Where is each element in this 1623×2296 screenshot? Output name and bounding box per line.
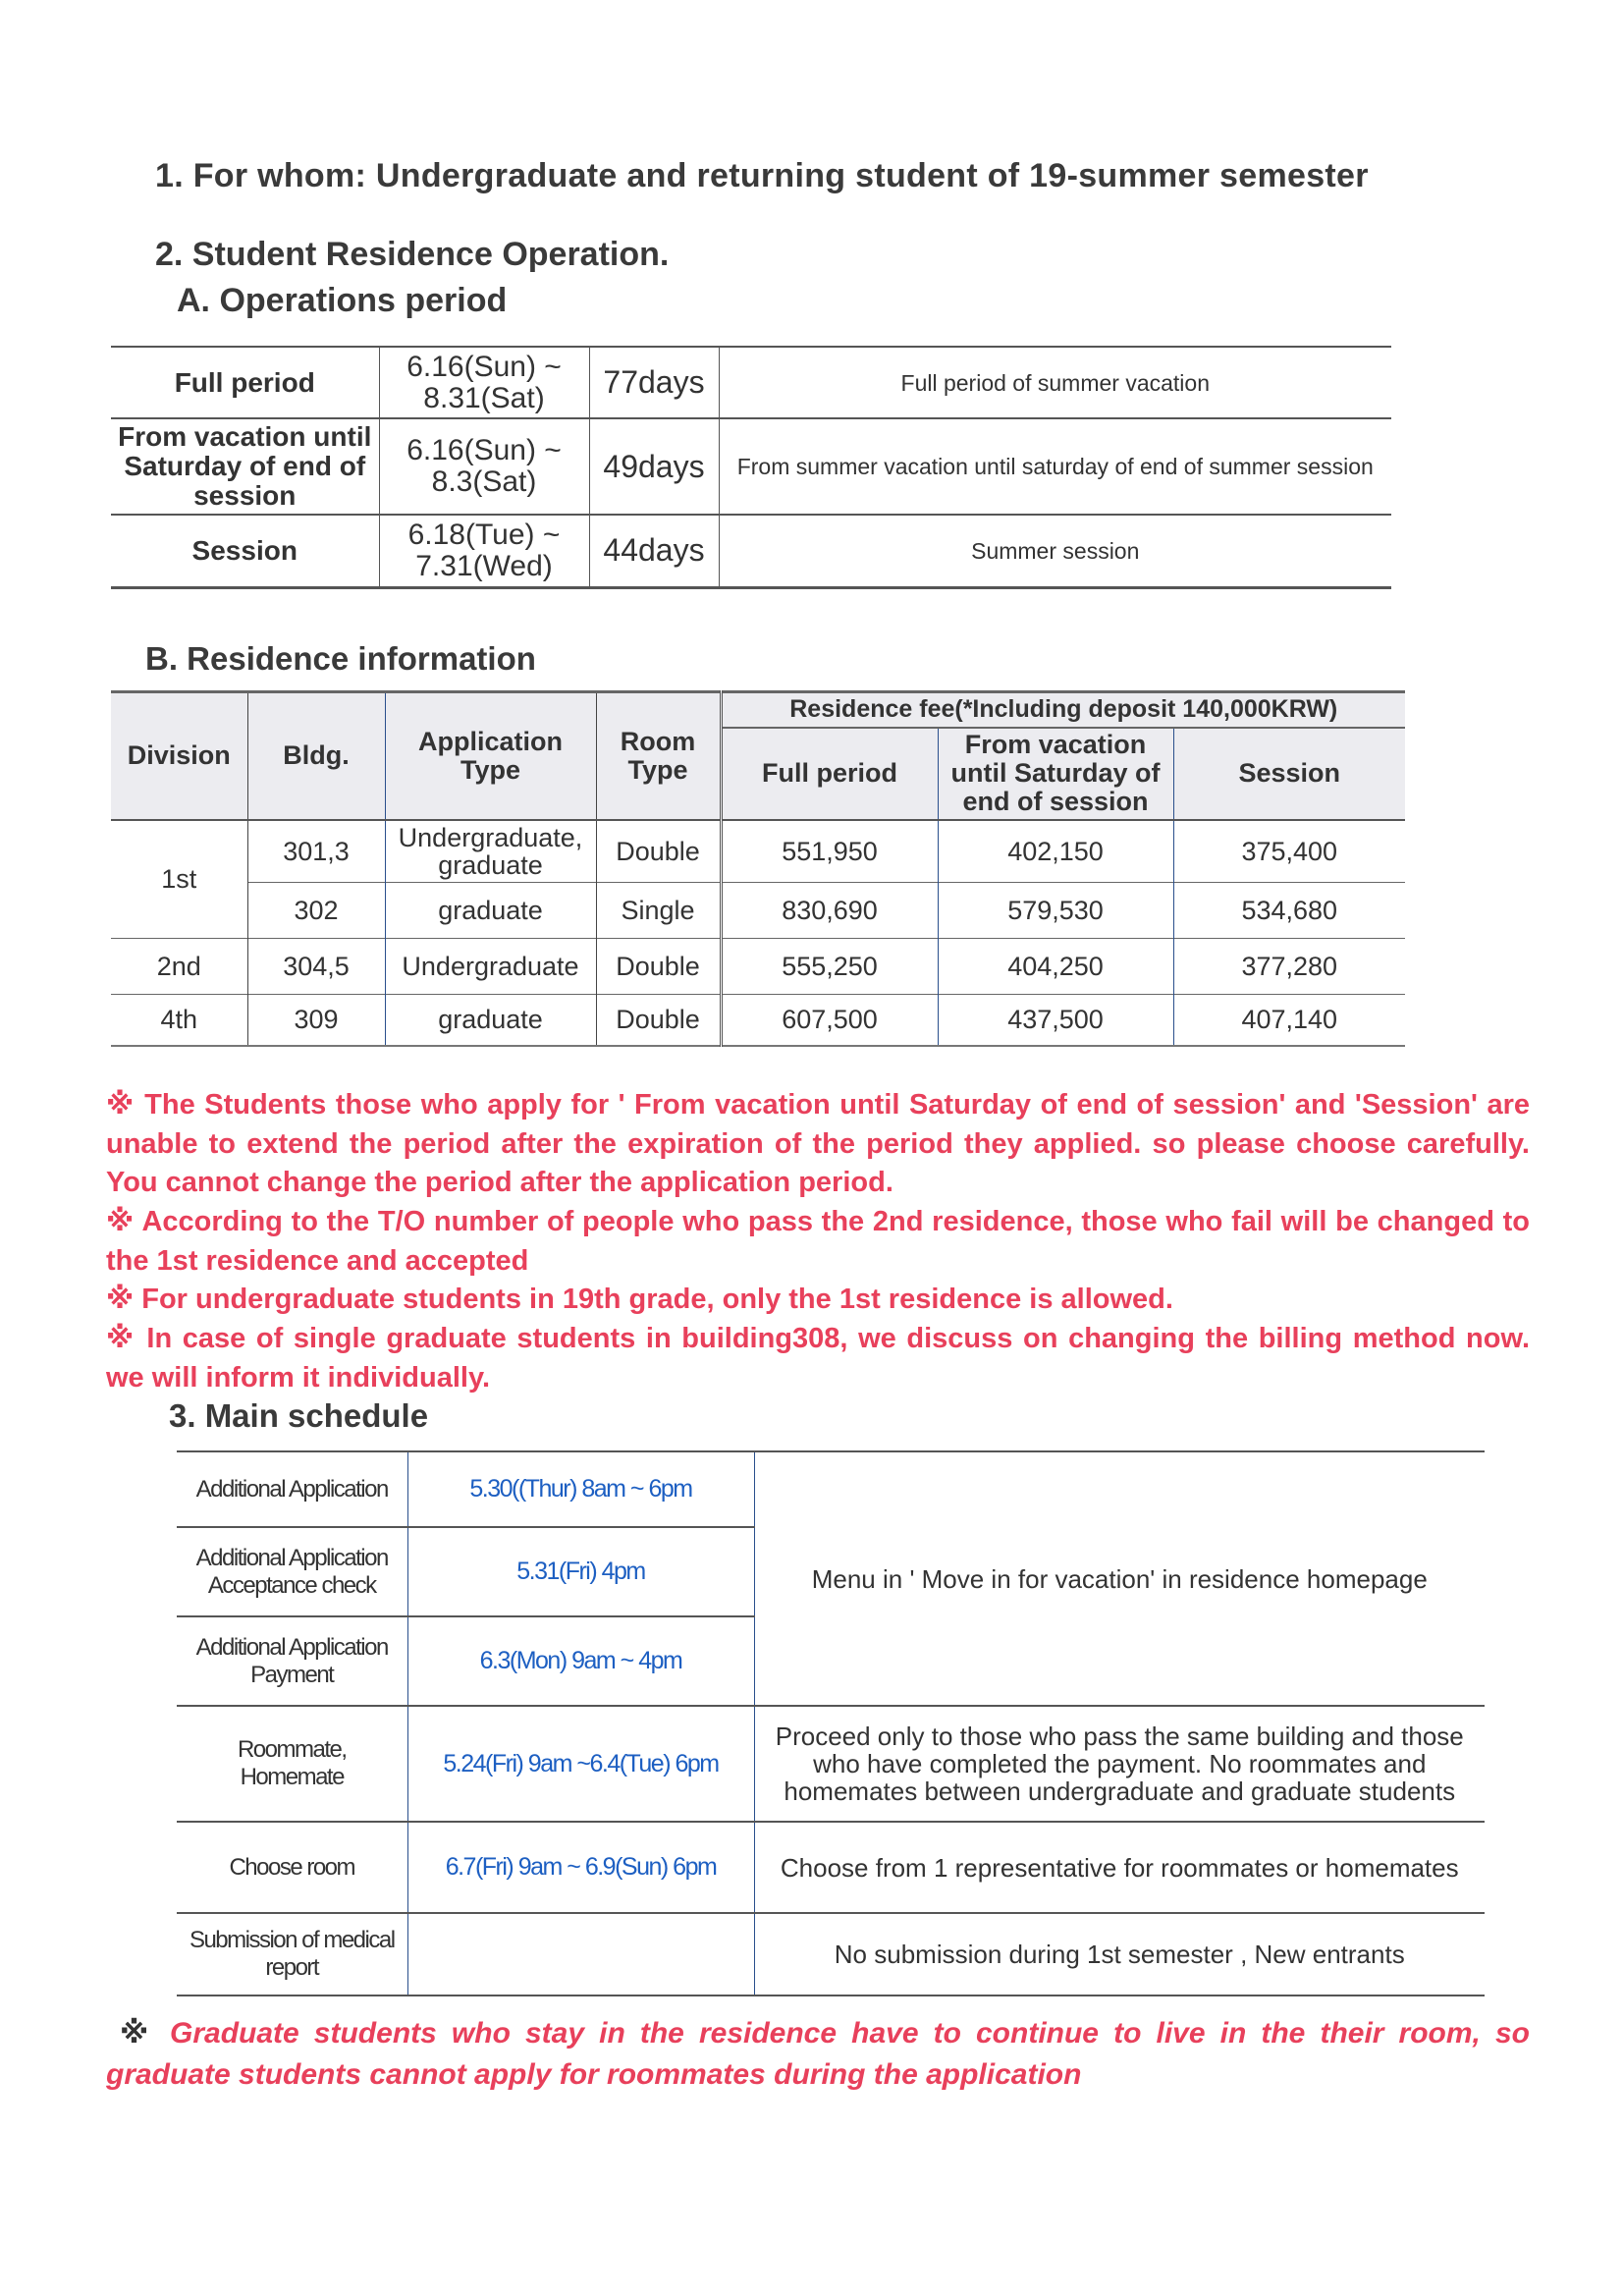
schedule-date: 5.30((Thur) 8am ~ 6pm xyxy=(407,1451,754,1527)
app-type-cell: graduate xyxy=(385,995,596,1046)
schedule-date: 5.31(Fri) 4pm xyxy=(407,1527,754,1616)
table-row xyxy=(111,418,1391,515)
operations-period-heading: A. Operations period xyxy=(177,282,508,319)
bldg-cell: 301,3 xyxy=(247,820,385,883)
fee-full-cell: 607,500 xyxy=(721,995,938,1046)
header-room-type: Room Type xyxy=(596,692,721,820)
period-description: From summer vacation until saturday of end of summer session xyxy=(719,418,1391,515)
note-second-residence: ※ According to the T/O number of people who pass the 2nd residence, those who fail will be changed to the 1st residence and accepted xyxy=(106,1206,1530,1277)
period-dates: 6.16(Sun) ~ 8.3(Sat) xyxy=(379,418,589,515)
fee-session-cell: 407,140 xyxy=(1173,995,1405,1046)
schedule-item: Additional Application xyxy=(195,1475,388,1503)
period-description: Summer session xyxy=(719,515,1391,587)
app-type-cell: Undergraduate xyxy=(385,939,596,995)
schedule-item: Roommate, Homemate xyxy=(237,1736,347,1790)
header-from-vacation: From vacation until Saturday of end of session xyxy=(938,728,1173,820)
period-dates: 6.16(Sun) ~ 8.31(Sat) xyxy=(379,347,589,418)
fee-vacation-cell: 402,150 xyxy=(938,820,1173,883)
residence-fee-table xyxy=(111,690,1405,1047)
period-days: 77days xyxy=(589,347,719,418)
table-row xyxy=(111,347,1391,418)
note-undergraduate-19: ※ For undergraduate students in 19th grade, only the 1st residence is allowed. xyxy=(106,1284,1173,1315)
fee-vacation-cell: 404,250 xyxy=(938,939,1173,995)
schedule-info: Proceed only to those who pass the same building and those who have completed the payment. No roommates and homemates between undergraduate and graduate students xyxy=(754,1706,1485,1822)
operations-period-table xyxy=(111,346,1391,589)
division-cell: 1st xyxy=(111,820,247,939)
period-description: Full period of summer vacation xyxy=(719,347,1391,418)
final-note xyxy=(106,2013,1530,2096)
schedule-info-merged: Menu in ' Move in for vacation' in residence homepage xyxy=(754,1451,1485,1706)
table-row xyxy=(111,515,1391,587)
schedule-info: No submission during 1st semester , New entrants xyxy=(754,1913,1485,1995)
header-full-period: Full period xyxy=(721,728,938,820)
header-residence-fee: Residence fee(*Including deposit 140,000KRW) xyxy=(721,692,1405,728)
header-application-type: Application Type xyxy=(385,692,596,820)
table-row xyxy=(177,1913,1485,1995)
period-days: 44days xyxy=(589,515,719,587)
section-1-heading: 1. For whom: Undergraduate and returning student of 19-summer semester xyxy=(155,157,1369,194)
note-building-308: ※ In case of single graduate students in building308, we discuss on changing the billing method now. we will inform it individually. xyxy=(106,1323,1530,1394)
schedule-info: Choose from 1 representative for roommates or homemates xyxy=(754,1822,1485,1913)
bldg-cell: 309 xyxy=(247,995,385,1046)
header-bldg: Bldg. xyxy=(247,692,385,820)
fee-vacation-cell: 437,500 xyxy=(938,995,1173,1046)
header-division: Division xyxy=(111,692,247,820)
period-dates: 6.18(Tue) ~ 7.31(Wed) xyxy=(379,515,589,587)
period-name: Full period xyxy=(174,366,315,398)
room-type-cell: Double xyxy=(596,820,721,883)
schedule-item: Choose room xyxy=(229,1853,355,1881)
room-type-cell: Single xyxy=(596,883,721,939)
period-name: From vacation until Saturday of end of session xyxy=(118,421,372,511)
final-note-text: Graduate students who stay in the residence have to continue to live in the their room, so graduate students cannot apply for roommates during the application xyxy=(106,2017,1530,2091)
fee-vacation-cell: 579,530 xyxy=(938,883,1173,939)
division-cell: 4th xyxy=(111,995,247,1046)
app-type-cell: graduate xyxy=(385,883,596,939)
schedule-item: Additional Application Acceptance check xyxy=(195,1544,388,1599)
fee-full-cell: 830,690 xyxy=(721,883,938,939)
reference-mark-icon: ※ xyxy=(120,2017,155,2050)
main-schedule-table xyxy=(177,1450,1485,1996)
table-row xyxy=(111,995,1405,1046)
residence-info-heading: B. Residence information xyxy=(145,640,536,677)
app-type-cell: Undergraduate, graduate xyxy=(385,820,596,883)
schedule-date xyxy=(407,1913,754,1995)
schedule-date: 5.24(Fri) 9am ~6.4(Tue) 6pm xyxy=(407,1706,754,1822)
schedule-item: Submission of medical report xyxy=(189,1927,395,1981)
table-row xyxy=(111,883,1405,939)
schedule-date: 6.7(Fri) 9am ~ 6.9(Sun) 6pm xyxy=(407,1822,754,1913)
bldg-cell: 304,5 xyxy=(247,939,385,995)
table-row xyxy=(111,939,1405,995)
bldg-cell: 302 xyxy=(247,883,385,939)
schedule-item: Additional Application Payment xyxy=(195,1633,388,1688)
room-type-cell: Double xyxy=(596,995,721,1046)
fee-session-cell: 377,280 xyxy=(1173,939,1405,995)
note-period-extension: ※ The Students those who apply for ' From vacation until Saturday of end of session' and 'Session' are unable to extend the period after the expiration of the period they applied. so please choose carefully. You cannot change the period after the application period. xyxy=(106,1089,1530,1198)
table-row xyxy=(177,1822,1485,1913)
division-cell: 2nd xyxy=(111,939,247,995)
table-row xyxy=(177,1706,1485,1822)
fee-session-cell: 375,400 xyxy=(1173,820,1405,883)
main-schedule-heading: 3. Main schedule xyxy=(169,1397,429,1434)
period-days: 49days xyxy=(589,418,719,515)
header-session: Session xyxy=(1173,728,1405,820)
room-type-cell: Double xyxy=(596,939,721,995)
schedule-date: 6.3(Mon) 9am ~ 4pm xyxy=(407,1616,754,1706)
fee-full-cell: 555,250 xyxy=(721,939,938,995)
table-row xyxy=(111,820,1405,883)
fee-session-cell: 534,680 xyxy=(1173,883,1405,939)
fee-full-cell: 551,950 xyxy=(721,820,938,883)
period-name: Session xyxy=(191,534,298,566)
section-2-heading: 2. Student Residence Operation. xyxy=(155,236,670,273)
table-row xyxy=(177,1451,1485,1527)
